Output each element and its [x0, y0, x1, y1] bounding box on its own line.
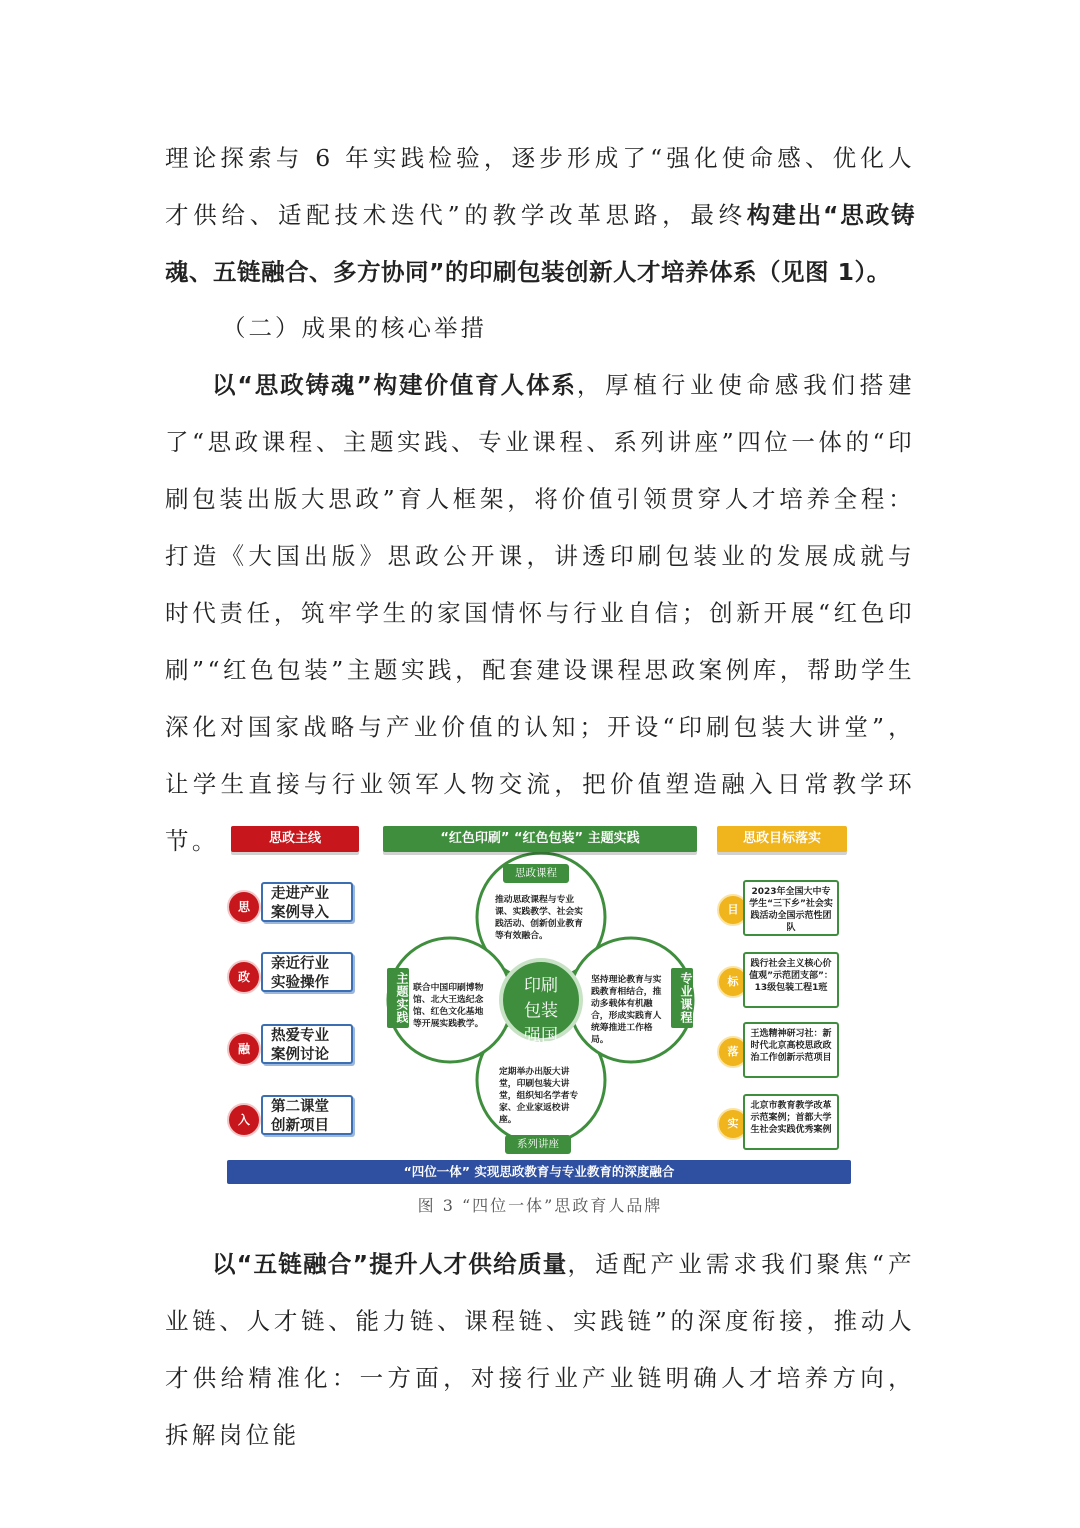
left-item [227, 882, 359, 926]
center-line1: 印刷 [524, 976, 558, 996]
left-item-box [261, 882, 353, 922]
right-item-box: 践行社会主义核心价值观”示范团支部”：13级包装工程1班 [743, 952, 839, 1008]
left-item-badge: 融 [227, 1032, 261, 1066]
petal-top-text: 推动思政课程与专业课、实践教学、社会实践活动、创新创业教育等有效融合。 [495, 895, 583, 941]
left-item-badge: 政 [227, 960, 261, 994]
tag-theme-practice: 主题实践 [387, 968, 409, 1028]
left-item-box [261, 1095, 353, 1135]
petal-bottom-text: 定期举办出版大讲堂，印刷包装大讲堂，组织知名学者专家、企业家返校讲座。 [499, 1067, 579, 1125]
left-item-line1: 亲近行业 [271, 956, 329, 972]
right-item-box: 王选精神研习社：新时代北京高校思政政治工作创新示范项目 [743, 1022, 839, 1078]
header-goal-implementation: 思政目标落实 [717, 826, 847, 852]
left-item-badge: 思 [227, 890, 261, 924]
sizheng-normal-text: ，厚植行业使命感我们搭建了“思政课程、主题实践、专业课程、系列讲座”四位一体的“印刷包装出版大思政”育人框架，将价值引领贯穿人才培养全程：打造《大国出版》思政公开课，讲透印刷包装业的发展成就与时代责任，筑牢学生的家国情怀与行业自信；创新开展“红色印刷”“红色包装”主题实践，配套建设课程思政案例库，帮助学生深化对国家战略与产业价值的认知；开设“印刷包装大讲堂”，让学生直接与行业领军人物交流，把价值塑造融入日常教学环节。 [165, 371, 915, 855]
left-item-line2: 实验操作 [271, 975, 329, 991]
left-item-line2: 案例讨论 [271, 1047, 329, 1063]
left-item-line1: 走进产业 [271, 886, 329, 902]
left-item-badge: 入 [227, 1103, 261, 1137]
right-item [717, 952, 847, 1008]
right-item [717, 1022, 847, 1078]
right-item [717, 1094, 847, 1150]
section-heading: （二）成果的核心举措 [222, 314, 487, 342]
left-item-line2: 案例导入 [271, 905, 329, 921]
sizheng-bold-lead: 以“思政铸魂”构建价值育人体系 [212, 371, 577, 399]
center-line2: 包装 [524, 1001, 558, 1021]
paragraph-intro [165, 130, 915, 301]
right-item-badge: 落 [717, 1036, 749, 1068]
right-item-badge: 标 [717, 966, 749, 998]
left-item-box [261, 952, 353, 992]
right-item-badge: 实 [717, 1108, 749, 1140]
tag-lecture-series: 系列讲座 [505, 1135, 571, 1154]
paragraph-five-chains [165, 1236, 915, 1464]
left-item-line1: 热爱专业 [271, 1028, 329, 1044]
center-label [512, 974, 570, 1049]
tag-major-course: 专业课程 [671, 968, 693, 1028]
petal-left-text: 联合中国印刷博物馆、北大王选纪念馆、红色文化基地等开展实践教学。 [413, 983, 484, 1029]
header-sizheng-mainline: 思政主线 [231, 826, 359, 852]
left-item-line1: 第二课堂 [271, 1099, 329, 1115]
petal-right-text: 坚持理论教育与实践教育相结合，推动多载体有机融合，形成实践育人统筹推进工作格局。 [591, 975, 662, 1045]
five-chains-normal-text: ，适配产业需求我们聚焦“产业链、人才链、能力链、课程链、实践链”的深度衔接，推动人才供给精准化：一方面，对接行业产业链明确人才培养方向，拆解岗位能 [165, 1250, 915, 1449]
left-item-line2: 创新项目 [271, 1118, 329, 1134]
header-red-practice: “红色印刷” “红色包装” 主题实践 [383, 826, 697, 852]
five-chains-bold-lead: 以“五链融合”提升人才供给质量 [212, 1250, 568, 1278]
figure-caption: 图 3 “四位一体”思政育人品牌 [417, 1196, 663, 1215]
left-item [227, 952, 359, 996]
right-item-box: 北京市教育教学改革示范案例；首都大学生社会实践优秀案例 [743, 1094, 839, 1150]
intro-bold-text: 构建出“思政铸魂、五链融合、多方协同”的印刷包装创新人才培养体系（见图 1）。 [165, 201, 915, 286]
figure-four-in-one [225, 822, 855, 1190]
center-line3: 强国 [524, 1026, 558, 1046]
figure-banner: “四位一体” 实现思政教育与专业教育的深度融合 [227, 1160, 851, 1184]
paragraph-sizheng [165, 357, 915, 870]
left-item-box [261, 1024, 353, 1064]
right-item-box: 2023年全国大中专学生“三下乡”社会实践活动全国示范性团队 [743, 880, 839, 936]
right-item [717, 880, 847, 936]
intro-normal-text: 理论探索与 6 年实践检验，逐步形成了“强化使命感、优化人才供给、适配技术迭代”的教学改革思路，最终 [165, 144, 915, 229]
left-item [227, 1095, 359, 1139]
left-item [227, 1024, 359, 1068]
tag-sizheng-course: 思政课程 [503, 864, 569, 883]
right-item-badge: 目 [717, 894, 749, 926]
